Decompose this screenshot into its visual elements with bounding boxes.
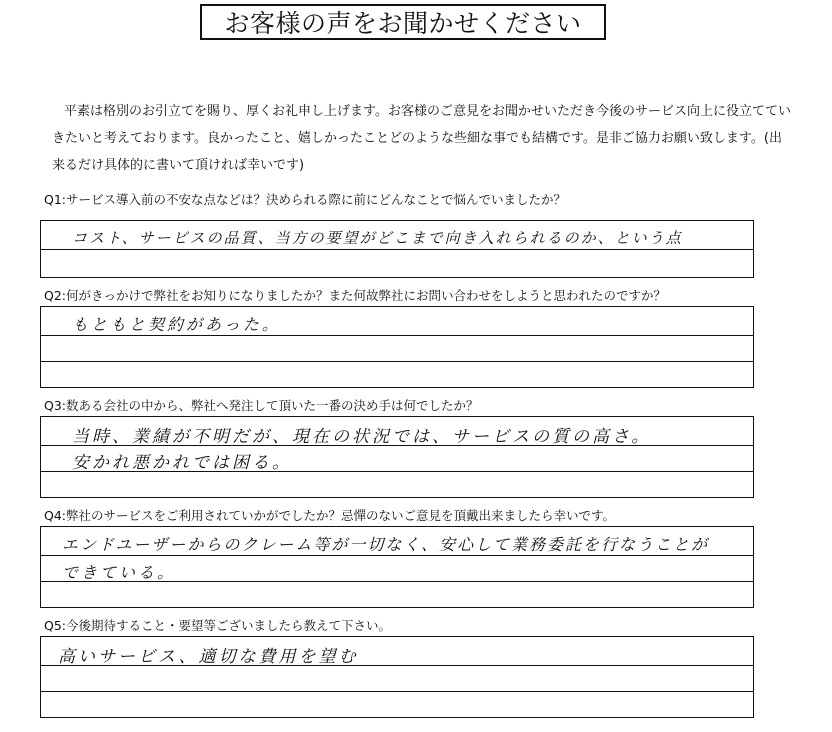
ruled-line <box>41 249 753 250</box>
intro-text: 平素は格別のお引立てを賜り、厚くお礼申し上げます。お客様のご意見をお聞かせいただき今後のサービス向上に役立てていきたいと考えております。良かったこと、嬉しかったことどのような些細な事でも結構です。是非ご協力お願い致します。(出来るだけ具体的に書いて頂ければ幸いです) <box>52 104 791 173</box>
answer-5-line-1: 高いサービス、適切な費用を望む <box>58 647 359 667</box>
answer-1-line-1: コスト、サービスの品質、当方の要望がどこまで向き入れられるのか、という点 <box>72 229 683 247</box>
ruled-line <box>41 555 753 556</box>
question-4-label: Q4:弊社のサービスをご利用されていかがでしたか？忌憚のないご意見を頂戴出来ましたら幸いです。 <box>44 508 616 523</box>
form-title: お客様の声をお聞かせください <box>200 4 606 40</box>
ruled-line <box>41 691 753 692</box>
question-3-label: Q3:数ある会社の中から、弊社へ発注して頂いた一番の決め手は何でしたか？ <box>44 398 479 413</box>
answer-4-line-2: できている。 <box>62 563 177 582</box>
answer-3-line-1: 当時、業績が不明だが、現在の状況では、サービスの質の高さ。 <box>72 427 652 447</box>
answer-2-line-1: もともと契約があった。 <box>72 315 281 334</box>
ruled-line <box>41 361 753 362</box>
question-2-label: Q2:何がきっかけで弊社をお知りになりましたか？また何故弊社にお問い合わせをしようと思われたのですか？ <box>44 288 667 303</box>
answer-4-line-1: エンドユーザーからのクレーム等が一切なく、安心して業務委託を行なうことが <box>62 535 710 554</box>
answer-3-line-2: 安かれ悪かれでは困る。 <box>72 453 292 473</box>
question-1-label: Q1:サービス導入前の不安な点などは？決められる際に前にどんなことで悩んでいましたか？ <box>44 192 567 207</box>
question-5-label: Q5:今後期待すること・要望等ございましたら教えて下さい。 <box>44 618 392 633</box>
ruled-line <box>41 335 753 336</box>
